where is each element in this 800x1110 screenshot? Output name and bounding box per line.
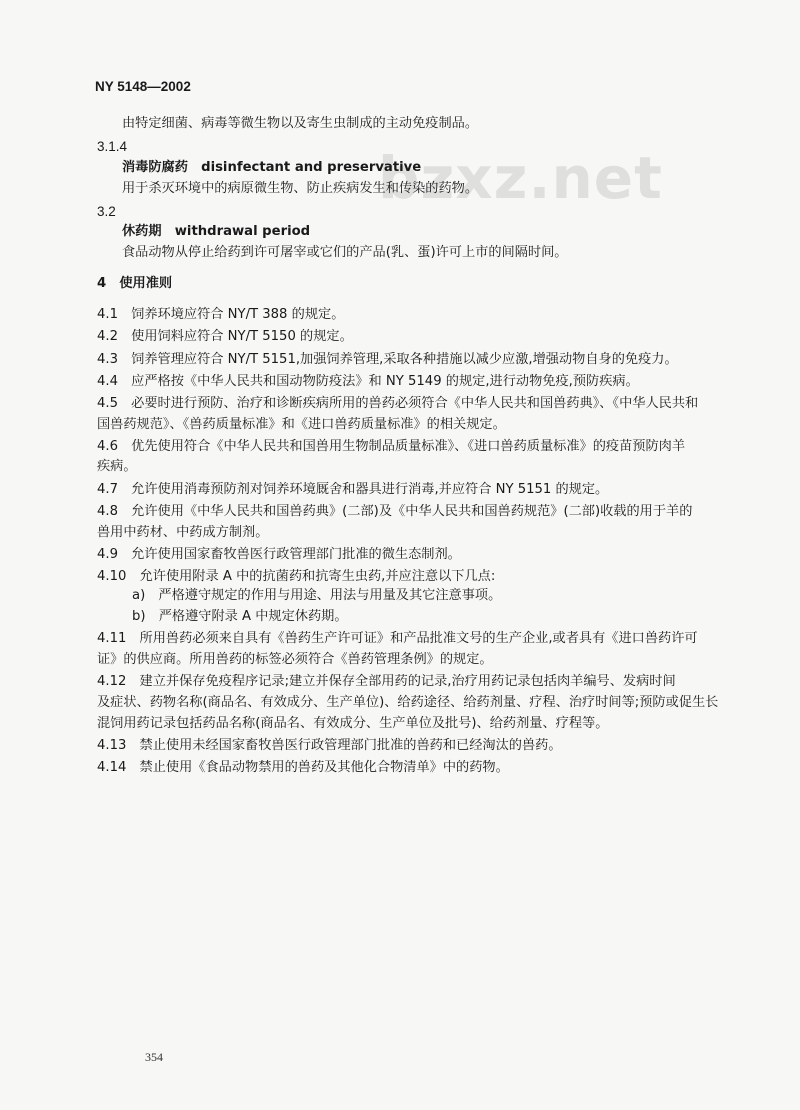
clause-line: 4.11 所用兽药必须来自具有《兽药生产许可证》和产品批准文号的生产企业,或者具有《进口兽药许可 [97, 631, 698, 646]
clause-line: 4.6 优先使用符合《中华人民共和国兽用生物制品质量标准》、《进口兽药质量标准》的疫苗预防肉羊 [97, 439, 686, 454]
clause-number: 3.1.4 [97, 139, 128, 154]
clause-line: 4.3 饲养管理应符合 NY/T 5151,加强饲养管理,采取各种措施以减少应激,增强动物自身的免疫力。 [97, 352, 678, 367]
term-heading: 消毒防腐药 disinfectant and preservative [122, 160, 422, 175]
clause-line: 混饲用药记录包括药品名称(商品名、有效成分、生产单位及批号)、给药剂量、疗程等。 [97, 716, 609, 731]
clause-line: 4.7 允许使用消毒预防剂对饲养环境厩舍和器具进行消毒,并应符合 NY 5151 的规定。 [97, 482, 609, 497]
clause-line: 4.4 应严格按《中华人民共和国动物防疫法》和 NY 5149 的规定,进行动物免疫,预防疾病。 [97, 374, 639, 389]
section-heading: 4 使用准则 [97, 276, 173, 291]
clause-line: 4.14 禁止使用《食品动物禁用的兽药及其他化合物清单》中的药物。 [97, 760, 509, 775]
list-item: a) 严格遵守规定的作用与用途、用法与用量及其它注意事项。 [132, 588, 502, 603]
clause-line: 国兽药规范》、《兽药质量标准》和《进口兽药质量标准》的相关规定。 [97, 417, 506, 432]
clause-line: 及症状、药物名称(商品名、有效成分、生产单位)、给药途径、给药剂量、疗程、治疗时间等;预防或促生长 [97, 695, 719, 710]
document-header-id: NY 5148—2002 [95, 79, 191, 94]
clause-line: 证》的供应商。所用兽药的标签必须符合《兽药管理条例》的规定。 [97, 652, 493, 667]
clause-line: 4.5 必要时进行预防、治疗和诊断疾病所用的兽药必须符合《中华人民共和国兽药典》、《中华人民共和 [97, 396, 699, 411]
clause-line: 疾病。 [97, 459, 137, 474]
text-line: 食品动物从停止给药到许可屠宰或它们的产品(乳、蛋)许可上市的间隔时间。 [122, 245, 568, 260]
watermark: bzxz.net [378, 144, 663, 212]
clause-line: 4.12 建立并保存免疫程序记录;建立并保存全部用药的记录,治疗用药记录包括肉羊编号、发病时间 [97, 674, 676, 689]
term-heading: 休药期 withdrawal period [122, 224, 311, 239]
clause-line: 4.13 禁止使用未经国家畜牧兽医行政管理部门批准的兽药和已经淘汰的兽药。 [97, 738, 562, 753]
text-line: 由特定细菌、病毒等微生物以及寄生虫制成的主动免疫制品。 [122, 116, 479, 131]
list-item: b) 严格遵守附录 A 中规定休药期。 [132, 609, 348, 624]
clause-line: 兽用中药材、中药成方制剂。 [97, 525, 269, 540]
clause-number: 3.2 [97, 204, 116, 219]
clause-line: 4.2 使用饲料应符合 NY/T 5150 的规定。 [97, 329, 353, 344]
page-number: 354 [145, 1050, 163, 1064]
clause-line: 4.8 允许使用《中华人民共和国兽药典》(二部)及《中华人民共和国兽药规范》(二部)收载的用于羊的 [97, 504, 693, 519]
clause-line: 4.10 允许使用附录 A 中的抗菌药和抗寄生虫药,并应注意以下几点: [97, 569, 496, 584]
text-line: 用于杀灭环境中的病原微生物、防止疾病发生和传染的药物。 [122, 181, 479, 196]
clause-line: 4.1 饲养环境应符合 NY/T 388 的规定。 [97, 307, 345, 322]
clause-line: 4.9 允许使用国家畜牧兽医行政管理部门批准的微生态制剂。 [97, 547, 461, 562]
